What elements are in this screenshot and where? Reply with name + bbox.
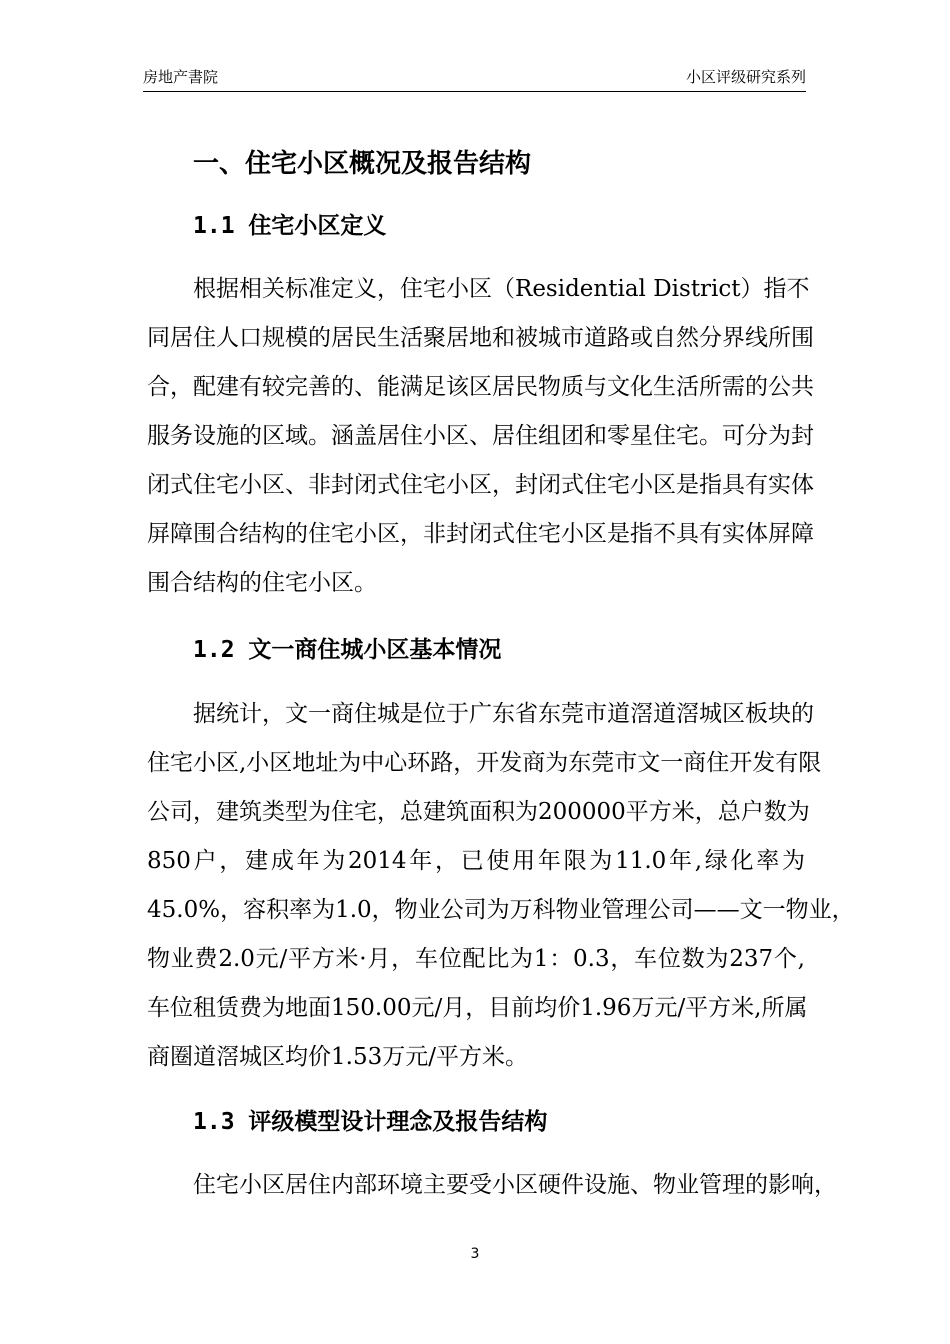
section-title: 一、住宅小区概况及报告结构 [193,149,532,179]
text-line: 据统计，文一商住城是位于广东省东莞市道滘道滘城区板块的 [193,701,814,727]
text-line: 同居住人口规模的居民生活聚居地和被城市道路或自然分界线所围 [147,325,814,351]
text-line: 45.0%，容积率为1.0，物业公司为万科物业管理公司——文一物业， [147,897,855,923]
text-line: 公司，建筑类型为住宅，总建筑面积为200000平方米，总户数为 [147,799,810,825]
text-line: 住宅小区居住内部环境主要受小区硬件设施、物业管理的影响， [193,1172,837,1198]
text-line: 围合结构的住宅小区。 [147,570,377,596]
paragraph-basic-info [147,690,855,1082]
heading-1-1: 1.1 住宅小区定义 [193,213,387,239]
text-line: 商圈道滘城区均价1.53万元/平方米。 [147,1044,528,1070]
header-left-title: 房地产書院 [143,68,219,86]
text-line: 850户，建成年为2014年，已使用年限为11.0年,绿化率为 [147,848,805,874]
text-line: 住宅小区,小区地址为中心环路，开发商为东莞市文一商住开发有限 [147,750,822,776]
heading-1-3: 1.3 评级模型设计理念及报告结构 [193,1109,548,1135]
paragraph-model-design [147,1161,837,1210]
header-right-title: 小区评级研究系列 [685,68,806,86]
text-line: 合，配建有较完善的、能满足该区居民物质与文化生活所需的公共 [147,374,814,400]
text-line: 根据相关标准定义，住宅小区（Residential District）指不 [193,276,810,302]
text-line: 物业费2.0元/平方米·月，车位配比为1：0.3，车位数为237个, [147,946,805,972]
text-line: 屏障围合结构的住宅小区，非封闭式住宅小区是指不具有实体屏障 [147,521,814,547]
header-divider [143,91,806,92]
text-line: 闭式住宅小区、非封闭式住宅小区，封闭式住宅小区是指具有实体 [147,472,814,498]
paragraph-definition [147,265,814,608]
page-number: 3 [470,1246,480,1262]
text-line: 车位租赁费为地面150.00元/月，目前均价1.96万元/平方米,所属 [147,995,808,1021]
heading-1-2: 1.2 文一商住城小区基本情况 [193,637,502,663]
text-line: 服务设施的区域。涵盖居住小区、居住组团和零星住宅。可分为封 [147,423,814,449]
